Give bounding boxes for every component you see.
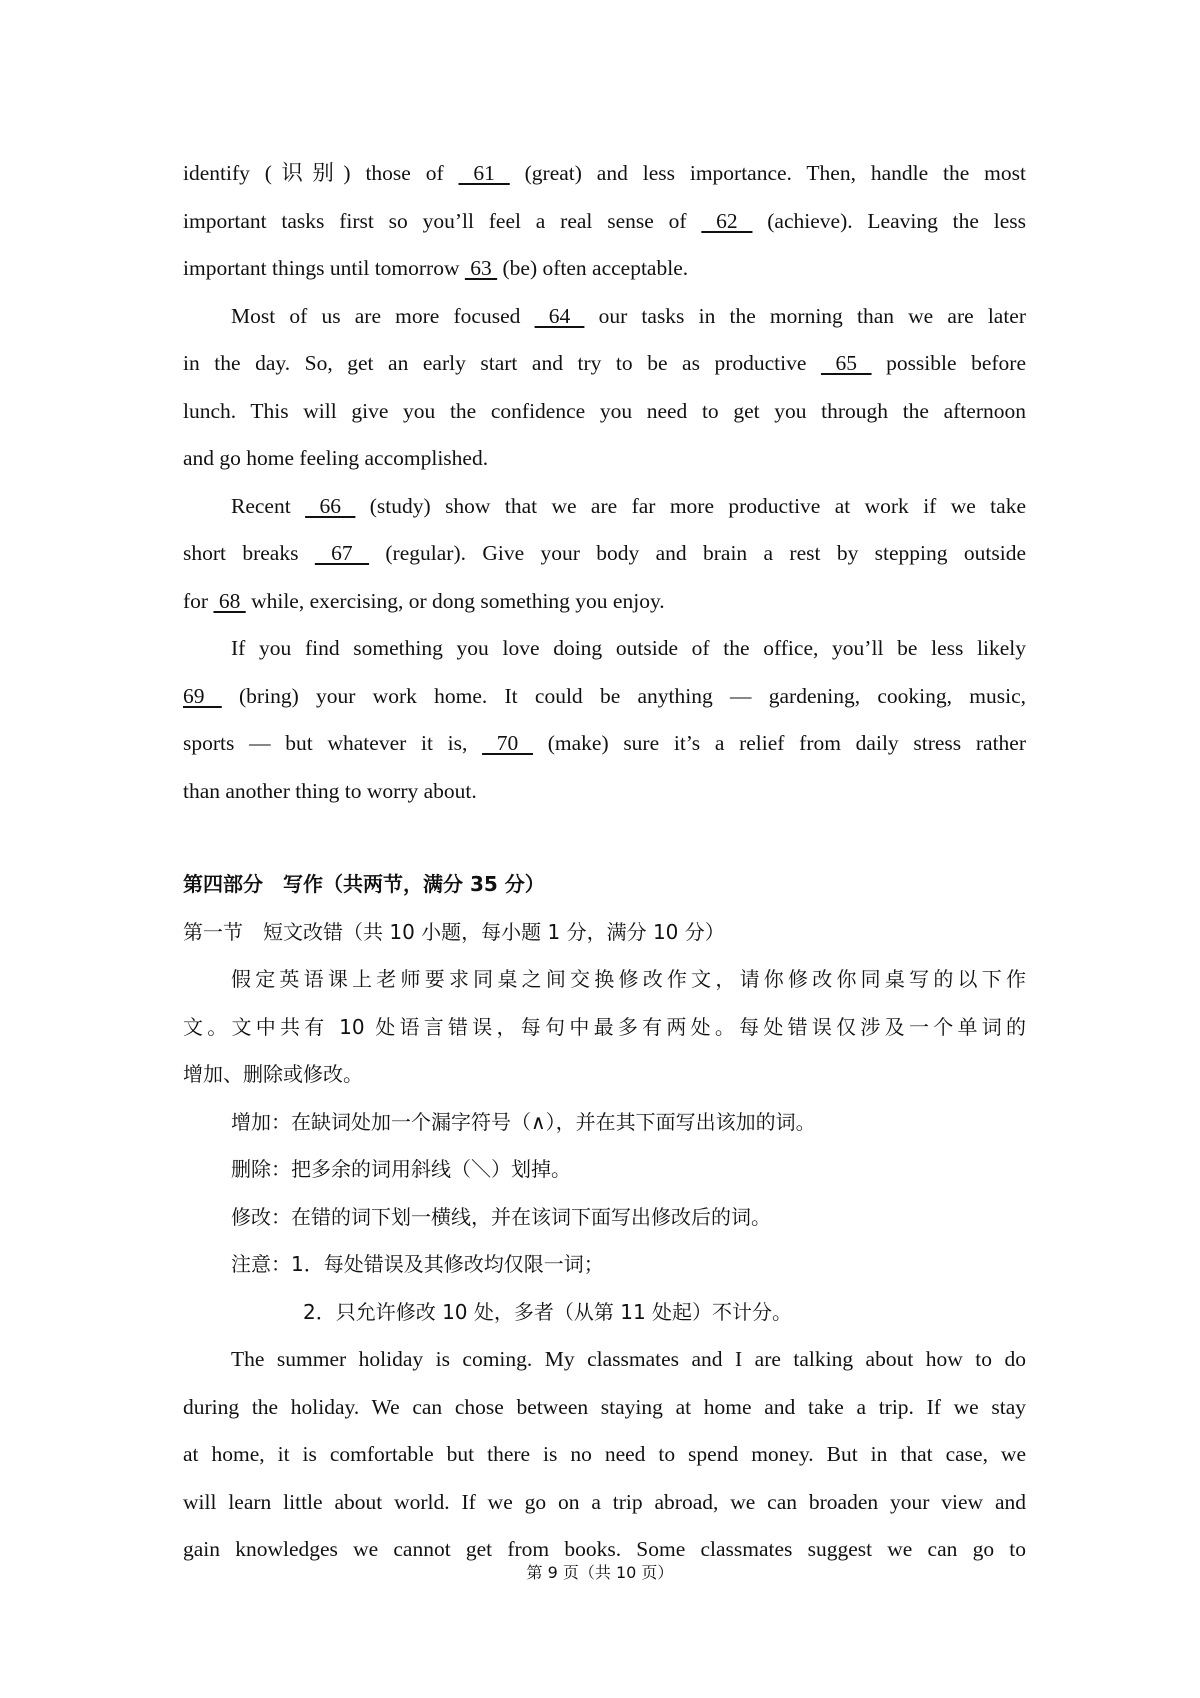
page-content [183,150,1026,1574]
text-segment: (achieve). Leaving the less [752,208,1027,233]
rule-delete: 删除：把多余的词用斜线（＼）划掉。 [231,1157,571,1181]
passage-line [183,245,1026,293]
passage-line: lunch. This will give you the confidence you need to get you through the afternoon [183,398,1026,423]
passage-line: than another thing to worry about. [183,778,477,803]
section-heading: 第四部分 写作（共两节，满分 35 分） [183,872,545,896]
text-segment: important things until tomorrow [183,256,465,280]
text-segment: (be) often acceptable. [497,256,689,280]
text-segment: short breaks [183,541,315,565]
rule-add: 增加：在缺词处加一个漏字符号（∧），并在其下面写出该加的词。 [231,1109,816,1134]
text-segment: sports — but whatever it is, [183,731,483,755]
blank-70: 70 [482,731,534,755]
text-segment: while, exercising, or dong something you enjoy. [245,588,665,613]
essay-line: at home, it is comfortable but there is no need to spend money. But in that case, we [183,1442,1026,1466]
blank-67: 67 [314,541,370,565]
text-segment: (great) and less importance. Then, handle the most [509,161,1026,185]
text-segment: (make) sure it’s a relief from daily stress rather [533,731,1027,755]
essay-line: will learn little about world. If we go on a trip abroad, we can broaden your view and [183,1489,1026,1514]
blank-68: 68 [213,588,246,613]
page-footer: 第 9 页（共 10 页） [526,1563,674,1582]
instruction-line: 增加、删除或修改。 [183,1062,363,1086]
text-segment: in the day. So, get an early start and try to be as productive [183,351,821,375]
passage-line [183,530,1026,578]
blank-64: 64 [534,303,585,328]
note-2: 2．只允许修改 10 处，多者（从第 11 处起）不计分。 [303,1299,793,1324]
passage-line [183,150,1026,198]
blank-69: 69 [183,683,222,708]
rule-modify: 修改：在错的词下划一横线，并在该词下面写出修改后的词。 [231,1204,771,1229]
blank-61: 61 [458,161,510,185]
essay-line: The summer holiday is coming. My classmates and I are talking about how to do [231,1347,1026,1371]
text-segment: Recent [231,493,306,518]
text-segment: possible before [871,351,1026,375]
passage-line [183,198,1026,246]
text-segment: Most of us are more focused [231,303,535,328]
essay-line: gain knowledges we cannot get from books. Some classmates suggest we can go to [183,1537,1026,1561]
passage-line: If you find something you love doing outside of the office, you’ll be less likely [231,636,1026,660]
blank-63: 63 [464,256,498,280]
blank-65: 65 [820,351,872,375]
text-segment: our tasks in the morning than we are later [584,303,1027,328]
passage-line [183,293,1026,341]
note-1: 注意：1．每处错误及其修改均仅限一词； [231,1252,604,1276]
text-segment: (study) show that we are far more productive at work if we take [355,493,1026,518]
text-segment: important tasks first so you’ll feel a real sense of [183,208,702,233]
instruction-line: 文。文中共有 10 处语言错误，每句中最多有两处。每处错误仅涉及一个单词的 [183,1014,1026,1039]
essay-line: during the holiday. We can chose between staying at home and take a trip. If we stay [183,1394,1026,1419]
instruction-line: 假定英语课上老师要求同桌之间交换修改作文，请你修改你同桌写的以下作 [231,967,1026,991]
passage-line: and go home feeling accomplished. [183,446,489,470]
passage-line [183,673,1026,721]
passage-line [183,483,1026,531]
subsection-heading: 第一节 短文改错（共 10 小题，每小题 1 分，满分 10 分） [183,919,725,944]
passage-line [183,578,1026,626]
text-segment: (regular). Give your body and brain a rest by stepping outside [369,541,1026,565]
blank-66: 66 [305,493,356,518]
text-segment: for [183,588,214,613]
passage-line [183,720,1026,768]
text-segment: identify (识别) those of [183,161,459,185]
passage-line [183,340,1026,388]
blank-62: 62 [701,208,753,233]
text-segment: (bring) your work home. It could be anything — gardening, cooking, music, [221,683,1026,708]
